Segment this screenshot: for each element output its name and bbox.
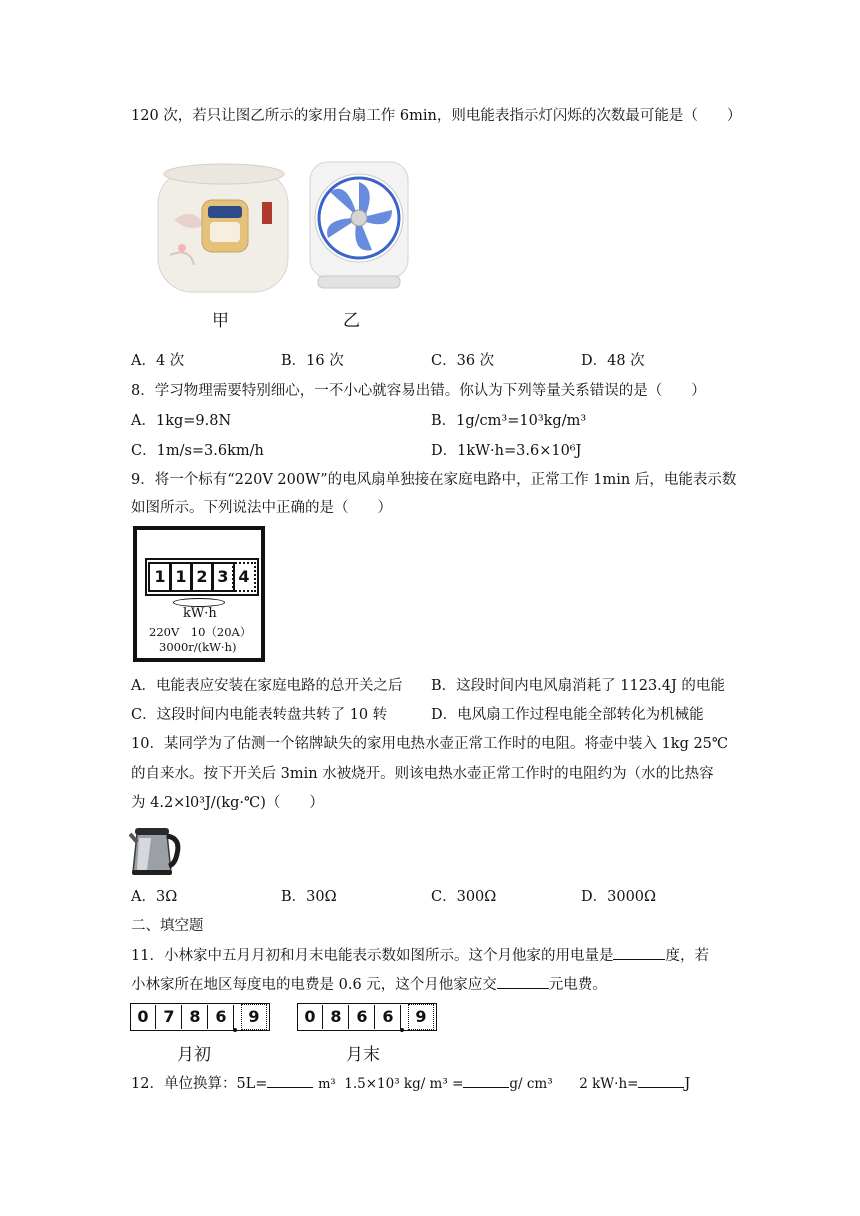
meter-spec-line1: 220V 10（20A）: [149, 625, 252, 639]
meter-end-label: 月末: [346, 1045, 380, 1065]
q9-option-d: D．电风扇工作过程电能全部转化为机械能: [431, 707, 704, 723]
meter-digit: 1: [169, 562, 193, 592]
reading-digit: 8: [183, 1005, 208, 1029]
kettle-image: [129, 820, 181, 876]
q9-stem-line1: 9．将一个标有“220V 200W”的电风扇单独接在家庭电路中，正常工作 1min 后，电能表示数: [131, 472, 737, 488]
q12-unit: g/ cm³: [509, 1076, 553, 1092]
q11-text: 元电费。: [548, 977, 607, 993]
rice-cooker-image: [154, 160, 294, 295]
reading-digit-decimal: 9: [408, 1004, 434, 1030]
q9-options-row2: [131, 703, 751, 724]
answer-blank[interactable]: [613, 945, 665, 961]
q8-option-c: C．1m/s=3.6km/h: [131, 443, 264, 459]
meter-end-reading: [297, 1003, 437, 1031]
q11-line2: [131, 973, 607, 994]
q12-text: 2 kW·h=: [579, 1076, 639, 1092]
reading-digit: 6: [350, 1005, 375, 1029]
q12-unit: J: [684, 1076, 691, 1092]
answer-blank[interactable]: [267, 1073, 313, 1089]
meter-spec-line2: 3000r/(kW·h): [159, 640, 237, 654]
answer-blank[interactable]: [497, 974, 549, 990]
q7-option-b: B．16 次: [281, 353, 344, 369]
q7-option-d: D．48 次: [581, 353, 645, 369]
reading-digit-decimal: 9: [241, 1004, 267, 1030]
answer-blank[interactable]: [638, 1073, 684, 1089]
q10-stem-line1: 10．某同学为了估测一个铭牌缺失的家用电热水壶正常工作时的电阻。将壶中装入 1kg 25℃: [131, 736, 729, 752]
meter-digit: 2: [190, 562, 214, 592]
decimal-point-icon: [233, 1028, 237, 1032]
reading-digit: 0: [131, 1005, 156, 1029]
meter-digit: 1: [148, 562, 172, 592]
q10-option-a: A．3Ω: [131, 889, 178, 905]
q7-options: [131, 349, 731, 370]
q10-option-d: D．3000Ω: [581, 889, 657, 905]
q8-option-d: D．1kW·h=3.6×10⁶J: [431, 443, 582, 459]
q8-option-b: B．1g/cm³=10³kg/m³: [431, 413, 587, 429]
q12-line: [131, 1072, 690, 1093]
reading-digit: 8: [324, 1005, 349, 1029]
q12-text: 1.5×10³ kg/ m³ =: [344, 1076, 464, 1092]
reading-digit: 7: [157, 1005, 182, 1029]
q7-stem: 120 次，若只让图乙所示的家用台扇工作 6min，则电能表指示灯闪烁的次数最可能是（ ）: [131, 108, 742, 124]
reading-digit: 6: [376, 1005, 401, 1029]
q9-option-c: C．这段时间内电能表转盘共转了 10 转: [131, 707, 388, 723]
q11-text: 11．小林家中五月月初和月末电能表示数如图所示。这个月他家的用电量是: [131, 948, 614, 964]
q12-text: 12．单位换算：5L=: [131, 1076, 268, 1092]
meter-start-reading: [130, 1003, 270, 1031]
q7-option-a: A．4 次: [131, 353, 185, 369]
q10-stem-line3: 为 4.2×l0³J/(kg·℃)（ ）: [131, 795, 324, 811]
reading-digit: 0: [298, 1005, 323, 1029]
decimal-point-icon: [400, 1028, 404, 1032]
reading-digit: 6: [209, 1005, 234, 1029]
q7-option-c: C．36 次: [431, 353, 495, 369]
caption-yi: 乙: [343, 311, 360, 331]
q11-text: 度，若: [665, 948, 709, 964]
q8-options-row1: [131, 409, 751, 430]
q9-option-b: B．这段时间内电风扇消耗了 1123.4J 的电能: [431, 678, 725, 694]
q11-line1: [131, 944, 709, 965]
answer-blank[interactable]: [463, 1073, 509, 1089]
meter-unit: kW·h: [183, 606, 217, 621]
q8-stem: 8．学习物理需要特别细心，一不小心就容易出错。你认为下列等量关系错误的是（ ）: [131, 383, 706, 399]
q10-stem-line2: 的自来水。按下开关后 3min 水被烧开。则该电热水壶正常工作时的电阻约为（水的比热容: [131, 766, 714, 782]
meter-start-label: 月初: [177, 1045, 211, 1065]
q9-energy-meter: [133, 526, 265, 662]
q9-stem-line2: 如图所示。下列说法中正确的是（ ）: [131, 500, 392, 516]
q10-option-c: C．300Ω: [431, 889, 497, 905]
q9-options-row1: [131, 674, 751, 695]
meter-digit-decimal: 4: [232, 562, 256, 592]
meter-digit: 3: [211, 562, 235, 592]
desk-fan-image: [306, 158, 412, 293]
q8-options-row2: [131, 439, 751, 460]
q12-unit: m³: [318, 1077, 336, 1092]
q10-option-b: B．30Ω: [281, 889, 337, 905]
caption-jia: 甲: [212, 311, 229, 331]
q9-option-a: A．电能表应安装在家庭电路的总开关之后: [131, 678, 403, 694]
q11-text: 小林家所在地区每度电的电费是 0.6 元，这个月他家应交: [131, 977, 497, 993]
q10-options: [131, 885, 731, 906]
section-title: 二、填空题: [131, 918, 204, 934]
q8-option-a: A．1kg=9.8N: [131, 413, 232, 429]
